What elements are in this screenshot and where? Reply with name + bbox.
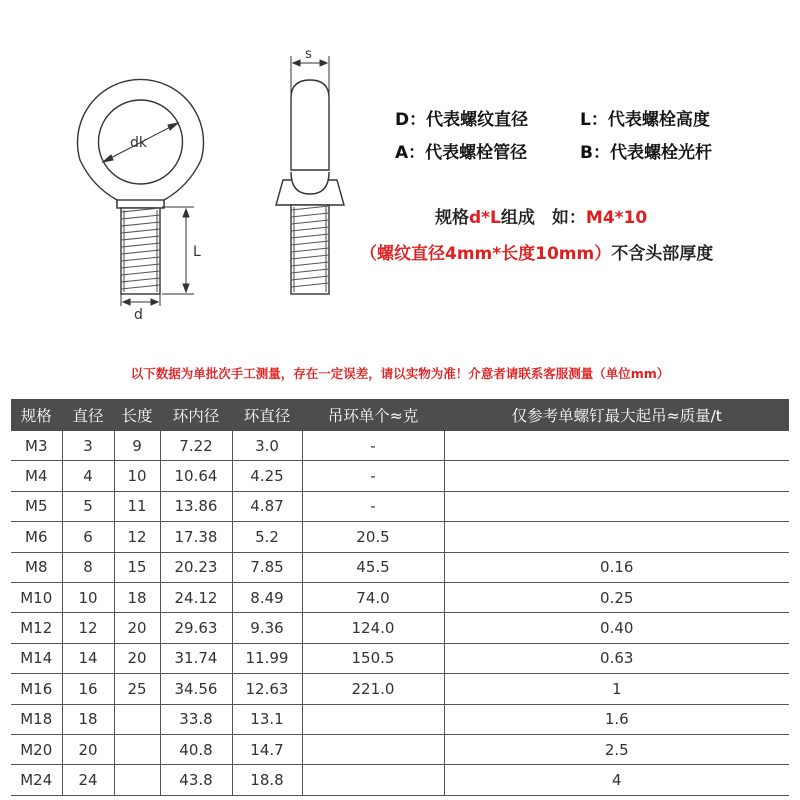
table-cell: 12 [114, 522, 160, 552]
table-cell: M8 [11, 552, 62, 582]
table-cell: 45.5 [302, 552, 444, 582]
table-cell: 1.6 [444, 704, 789, 734]
header-max-load: 仅参考单螺钉最大起吊≈质量/t [444, 400, 789, 431]
spec-explain: （螺纹直径4mm*长度10mm） [360, 244, 612, 264]
table-cell: 34.56 [160, 674, 232, 704]
table-cell: 124.0 [302, 613, 444, 643]
table-cell [444, 461, 789, 491]
spec-note: 不含头部厚度 [611, 244, 714, 264]
table-cell: M3 [11, 431, 62, 461]
legend-d: D：代表螺纹直径 [395, 110, 529, 130]
table-cell: 11 [114, 491, 160, 521]
table-cell: 0.16 [444, 552, 789, 582]
table-cell [444, 431, 789, 461]
table-row [11, 674, 789, 704]
spec-line [435, 203, 647, 228]
table-cell: 10.64 [160, 461, 232, 491]
table-cell: 4.25 [232, 461, 302, 491]
l-label: L [193, 244, 201, 260]
table-cell: M5 [11, 491, 62, 521]
table-cell: 20 [114, 643, 160, 673]
dimension-legend [395, 105, 795, 171]
table-cell: 29.63 [160, 613, 232, 643]
table-cell: M18 [11, 704, 62, 734]
spec-formula: d*L [469, 208, 501, 228]
table-cell: 5 [62, 491, 114, 521]
table-row [11, 643, 789, 673]
header-spec: 规格 [11, 400, 62, 431]
table-row [11, 704, 789, 734]
table-row [11, 582, 789, 612]
table-cell: - [302, 431, 444, 461]
table-cell: 14.7 [232, 734, 302, 764]
table-cell [444, 522, 789, 552]
table-cell: 15 [114, 552, 160, 582]
table-cell [114, 704, 160, 734]
table-row [11, 765, 789, 795]
table-cell: M10 [11, 582, 62, 612]
table-cell: 24.12 [160, 582, 232, 612]
header-weight: 吊环单个≈克 [302, 400, 444, 431]
table-cell [114, 765, 160, 795]
table-cell: 4 [444, 765, 789, 795]
legend-row [395, 138, 795, 171]
table-cell: 2.5 [444, 734, 789, 764]
table-cell: 33.8 [160, 704, 232, 734]
table-cell: 4.87 [232, 491, 302, 521]
table-cell: - [302, 491, 444, 521]
dk-label: dk [130, 135, 147, 151]
measurement-notice: 以下数据为单批次手工测量，存在一定误差，请以实物为准！介意者请联系客服测量（单位mm） [130, 366, 670, 381]
table-row [11, 552, 789, 582]
table-cell: 14 [62, 643, 114, 673]
table-cell: 8 [62, 552, 114, 582]
table-cell: 13.86 [160, 491, 232, 521]
table-cell: 16 [62, 674, 114, 704]
table-cell: 0.63 [444, 643, 789, 673]
table-cell: 4 [62, 461, 114, 491]
table-cell: 1 [444, 674, 789, 704]
table-cell: 31.74 [160, 643, 232, 673]
l-dimension [162, 207, 194, 294]
eye-bolt-front-view [78, 79, 204, 294]
table-cell: 18.8 [232, 765, 302, 795]
table-cell: 18 [62, 704, 114, 734]
spec-prefix: 规格 [435, 208, 469, 228]
table-cell: 13.1 [232, 704, 302, 734]
table-cell [302, 734, 444, 764]
table-cell: 40.8 [160, 734, 232, 764]
table-cell [302, 704, 444, 734]
header-length: 长度 [114, 400, 160, 431]
table-cell [444, 491, 789, 521]
table-cell: 20.5 [302, 522, 444, 552]
table-cell: - [302, 461, 444, 491]
table-cell: 6 [62, 522, 114, 552]
table-cell: M24 [11, 765, 62, 795]
table-cell: M12 [11, 613, 62, 643]
legend-a: A：代表螺栓管径 [395, 143, 528, 163]
table-header-row [11, 400, 789, 431]
table-row [11, 431, 789, 461]
table-cell: 10 [62, 582, 114, 612]
table-cell [114, 734, 160, 764]
table-cell: 74.0 [302, 582, 444, 612]
spec-compose: 组成 如： [500, 208, 586, 228]
header-ring-diameter: 环直径 [232, 400, 302, 431]
table-cell: 20.23 [160, 552, 232, 582]
legend-b: B：代表螺栓光杆 [580, 143, 712, 163]
legend-l: L：代表螺栓高度 [580, 110, 710, 130]
table-cell: 9 [114, 431, 160, 461]
table-cell: 25 [114, 674, 160, 704]
table-cell: 11.99 [232, 643, 302, 673]
table-cell: 10 [114, 461, 160, 491]
table-cell: 8.49 [232, 582, 302, 612]
header-ring-inner: 环内径 [160, 400, 232, 431]
table-cell: 24 [62, 765, 114, 795]
table-cell: M6 [11, 522, 62, 552]
table-row [11, 522, 789, 552]
table-cell: 221.0 [302, 674, 444, 704]
d-label: d [134, 307, 143, 323]
specs-table [11, 399, 789, 796]
table-cell: 20 [62, 734, 114, 764]
legend-row [395, 105, 795, 138]
spec-example: M4*10 [585, 208, 648, 228]
table-cell: 43.8 [160, 765, 232, 795]
table-cell: 12 [62, 613, 114, 643]
s-label: s [305, 47, 312, 62]
table-cell: 0.25 [444, 582, 789, 612]
table-cell: M20 [11, 734, 62, 764]
table-cell: 9.36 [232, 613, 302, 643]
table-cell: 3 [62, 431, 114, 461]
table-cell: M16 [11, 674, 62, 704]
table-row [11, 491, 789, 521]
table-cell [302, 765, 444, 795]
table-cell: 17.38 [160, 522, 232, 552]
table-cell: 7.85 [232, 552, 302, 582]
table-cell: 20 [114, 613, 160, 643]
d-dimension [121, 294, 160, 306]
table-cell: 0.40 [444, 613, 789, 643]
table-cell: 12.63 [232, 674, 302, 704]
table-cell: 7.22 [160, 431, 232, 461]
spec-line [360, 239, 713, 264]
eye-bolt-drawings [0, 0, 360, 340]
table-row [11, 461, 789, 491]
table-cell: 150.5 [302, 643, 444, 673]
table-cell: M4 [11, 461, 62, 491]
table-row [11, 734, 789, 764]
eye-bolt-side-view [276, 80, 344, 294]
table-cell: 18 [114, 582, 160, 612]
table-cell: 5.2 [232, 522, 302, 552]
header-diameter: 直径 [62, 400, 114, 431]
table-row [11, 613, 789, 643]
table-cell: M14 [11, 643, 62, 673]
table-cell: 3.0 [232, 431, 302, 461]
